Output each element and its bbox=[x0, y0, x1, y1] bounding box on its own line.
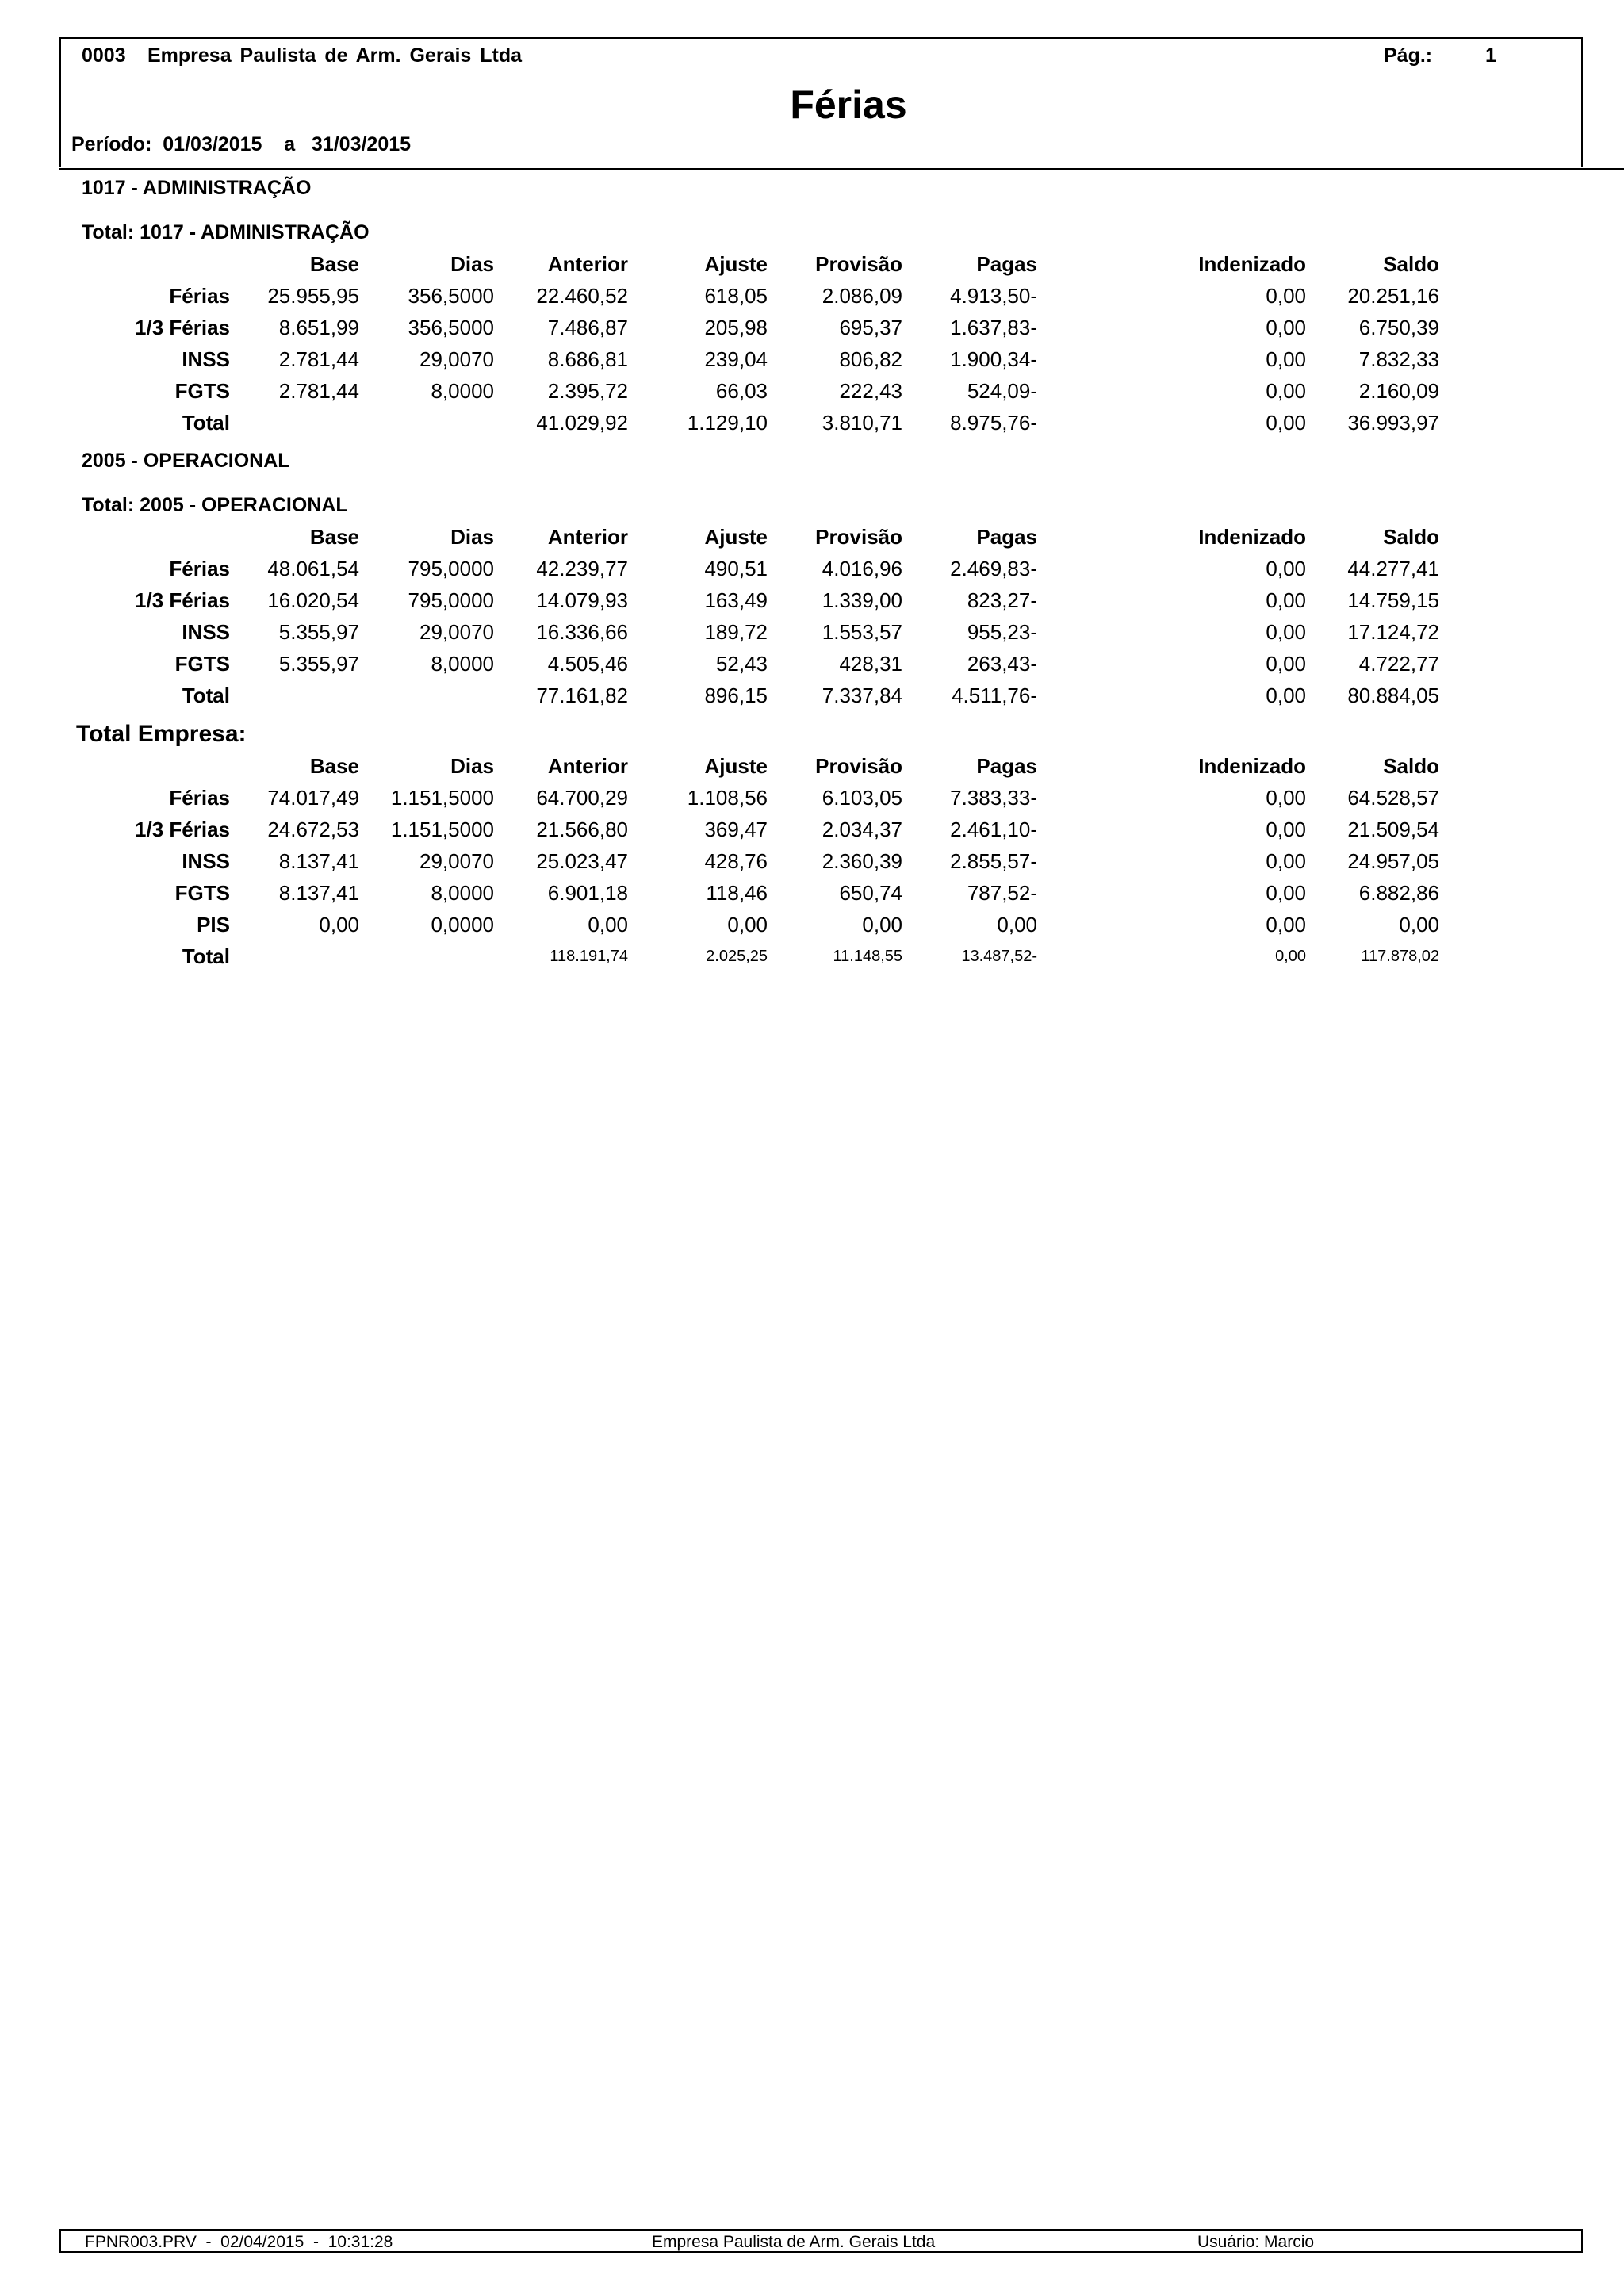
row-label: Férias bbox=[169, 557, 230, 580]
section-title: 1017 - ADMINISTRAÇÃO bbox=[82, 177, 312, 199]
table-row bbox=[0, 347, 1624, 377]
col-anterior: Anterior bbox=[547, 525, 628, 549]
cell-provisao: 428,31 bbox=[839, 652, 902, 676]
cell-saldo: 64.528,57 bbox=[1347, 786, 1439, 810]
column-header-row bbox=[0, 525, 1624, 555]
cell-base: 8.137,41 bbox=[278, 849, 359, 873]
row-label: INSS bbox=[182, 849, 230, 873]
row-label: Total bbox=[182, 944, 230, 968]
page-number: 1 bbox=[1485, 44, 1496, 67]
cell-anterior: 21.566,80 bbox=[536, 818, 628, 841]
cell-ajuste: 618,05 bbox=[704, 284, 768, 308]
cell-pagas: 524,09- bbox=[967, 379, 1037, 403]
table-row bbox=[0, 316, 1624, 346]
cell-pagas: 2.469,83- bbox=[950, 557, 1037, 580]
cell-dias: 29,0070 bbox=[419, 347, 494, 371]
cell-saldo: 7.832,33 bbox=[1358, 347, 1439, 371]
cell-saldo: 0,00 bbox=[1399, 913, 1439, 936]
table-row bbox=[0, 557, 1624, 587]
cell-pagas: 4.913,50- bbox=[950, 284, 1037, 308]
cell-provisao: 806,82 bbox=[839, 347, 902, 371]
column-header-row bbox=[0, 754, 1624, 784]
cell-provisao: 6.103,05 bbox=[822, 786, 902, 810]
cell-dias: 29,0070 bbox=[419, 620, 494, 644]
col-dias: Dias bbox=[450, 754, 494, 778]
cell-anterior: 16.336,66 bbox=[536, 620, 628, 644]
cell-provisao: 1.553,57 bbox=[822, 620, 902, 644]
col-provisao: Provisão bbox=[815, 252, 902, 276]
cell-indenizado: 0,00 bbox=[1266, 316, 1306, 339]
cell-saldo: 14.759,15 bbox=[1347, 588, 1439, 612]
row-label: PIS bbox=[197, 913, 230, 936]
table-row bbox=[0, 620, 1624, 650]
cell-anterior: 2.395,72 bbox=[547, 379, 628, 403]
col-saldo: Saldo bbox=[1383, 525, 1439, 549]
cell-base: 8.651,99 bbox=[278, 316, 359, 339]
col-saldo: Saldo bbox=[1383, 252, 1439, 276]
cell-indenizado: 0,00 bbox=[1266, 588, 1306, 612]
col-base: Base bbox=[309, 525, 359, 549]
table-row bbox=[0, 379, 1624, 409]
row-label: 1/3 Férias bbox=[135, 818, 230, 841]
report-period: Período: 01/03/2015 a 31/03/2015 bbox=[71, 133, 412, 155]
cell-dias: 795,0000 bbox=[408, 557, 494, 580]
cell-indenizado: 0,00 bbox=[1266, 652, 1306, 676]
company-name: Empresa Paulista de Arm. Gerais Ltda bbox=[147, 44, 523, 67]
cell-indenizado: 0,00 bbox=[1266, 818, 1306, 841]
cell-pagas: 2.461,10- bbox=[950, 818, 1037, 841]
cell-indenizado: 0,00 bbox=[1266, 557, 1306, 580]
cell-saldo: 17.124,72 bbox=[1347, 620, 1439, 644]
col-base: Base bbox=[309, 754, 359, 778]
cell-anterior: 64.700,29 bbox=[536, 786, 628, 810]
cell-ajuste: 118,46 bbox=[706, 881, 768, 905]
report-footer bbox=[59, 2229, 1583, 2253]
cell-provisao: 1.339,00 bbox=[822, 588, 902, 612]
cell-base: 8.137,41 bbox=[278, 881, 359, 905]
row-label: Total bbox=[182, 684, 230, 707]
cell-anterior: 0,00 bbox=[588, 913, 628, 936]
row-label: Férias bbox=[169, 786, 230, 810]
row-label: 1/3 Férias bbox=[135, 588, 230, 612]
cell-provisao: 2.034,37 bbox=[822, 818, 902, 841]
cell-base: 5.355,97 bbox=[278, 620, 359, 644]
col-ajuste: Ajuste bbox=[704, 252, 768, 276]
page-label: Pág.: bbox=[1384, 44, 1433, 67]
cell-ajuste: 205,98 bbox=[704, 316, 768, 339]
company-code: 0003 bbox=[82, 44, 126, 67]
col-pagas: Pagas bbox=[976, 252, 1037, 276]
cell-saldo: 21.509,54 bbox=[1347, 818, 1439, 841]
col-saldo: Saldo bbox=[1383, 754, 1439, 778]
col-dias: Dias bbox=[450, 525, 494, 549]
cell-ajuste: 66,03 bbox=[715, 379, 768, 403]
cell-provisao: 4.016,96 bbox=[822, 557, 902, 580]
table-row bbox=[0, 881, 1624, 911]
cell-provisao: 7.337,84 bbox=[822, 684, 902, 707]
cell-anterior: 6.901,18 bbox=[547, 881, 628, 905]
total-row bbox=[0, 684, 1624, 714]
cell-ajuste: 1.108,56 bbox=[687, 786, 768, 810]
cell-saldo: 24.957,05 bbox=[1347, 849, 1439, 873]
cell-indenizado: 0,00 bbox=[1275, 948, 1306, 965]
cell-ajuste: 0,00 bbox=[727, 913, 768, 936]
cell-provisao: 2.086,09 bbox=[822, 284, 902, 308]
cell-ajuste: 428,76 bbox=[704, 849, 768, 873]
cell-dias: 356,5000 bbox=[408, 284, 494, 308]
cell-indenizado: 0,00 bbox=[1266, 881, 1306, 905]
row-label: Férias bbox=[169, 284, 230, 308]
cell-pagas: 7.383,33- bbox=[950, 786, 1037, 810]
cell-pagas: 1.900,34- bbox=[950, 347, 1037, 371]
col-pagas: Pagas bbox=[976, 525, 1037, 549]
cell-saldo: 117.878,02 bbox=[1361, 948, 1439, 965]
cell-ajuste: 490,51 bbox=[704, 557, 768, 580]
cell-anterior: 7.486,87 bbox=[547, 316, 628, 339]
cell-pagas: 4.511,76- bbox=[952, 684, 1037, 707]
cell-saldo: 6.750,39 bbox=[1358, 316, 1439, 339]
col-anterior: Anterior bbox=[547, 252, 628, 276]
cell-dias: 1.151,5000 bbox=[390, 786, 494, 810]
cell-pagas: 955,23- bbox=[967, 620, 1037, 644]
cell-base: 48.061,54 bbox=[267, 557, 359, 580]
cell-ajuste: 2.025,25 bbox=[706, 948, 768, 965]
cell-pagas: 0,00 bbox=[997, 913, 1037, 936]
cell-base: 24.672,53 bbox=[267, 818, 359, 841]
cell-ajuste: 52,43 bbox=[715, 652, 768, 676]
cell-saldo: 44.277,41 bbox=[1347, 557, 1439, 580]
cell-ajuste: 163,49 bbox=[704, 588, 768, 612]
cell-pagas: 13.487,52- bbox=[961, 948, 1037, 965]
cell-provisao: 222,43 bbox=[839, 379, 902, 403]
col-provisao: Provisão bbox=[815, 525, 902, 549]
cell-ajuste: 369,47 bbox=[704, 818, 768, 841]
cell-anterior: 41.029,92 bbox=[536, 411, 628, 435]
table-row bbox=[0, 652, 1624, 682]
section-total-title: Total: 2005 - OPERACIONAL bbox=[82, 494, 348, 516]
cell-provisao: 11.148,55 bbox=[833, 948, 902, 965]
cell-ajuste: 1.129,10 bbox=[687, 411, 768, 435]
cell-provisao: 695,37 bbox=[839, 316, 902, 339]
cell-indenizado: 0,00 bbox=[1266, 684, 1306, 707]
total-row bbox=[0, 944, 1624, 975]
col-indenizado: Indenizado bbox=[1198, 252, 1306, 276]
section-title: 2005 - OPERACIONAL bbox=[82, 450, 290, 472]
footer-user: Usuário: Marcio bbox=[1197, 2233, 1315, 2251]
table-row bbox=[0, 786, 1624, 816]
cell-saldo: 80.884,05 bbox=[1347, 684, 1439, 707]
report-title: Férias bbox=[790, 82, 907, 127]
section-total-title: Total: 1017 - ADMINISTRAÇÃO bbox=[82, 221, 370, 243]
table-row bbox=[0, 913, 1624, 943]
row-label: INSS bbox=[182, 620, 230, 644]
cell-pagas: 263,43- bbox=[967, 652, 1037, 676]
cell-pagas: 1.637,83- bbox=[950, 316, 1037, 339]
row-label: FGTS bbox=[174, 881, 230, 905]
cell-indenizado: 0,00 bbox=[1266, 284, 1306, 308]
table-row bbox=[0, 588, 1624, 618]
col-pagas: Pagas bbox=[976, 754, 1037, 778]
cell-provisao: 2.360,39 bbox=[822, 849, 902, 873]
cell-anterior: 42.239,77 bbox=[536, 557, 628, 580]
cell-ajuste: 896,15 bbox=[704, 684, 768, 707]
cell-base: 2.781,44 bbox=[278, 379, 359, 403]
cell-anterior: 118.191,74 bbox=[550, 948, 628, 965]
cell-base: 74.017,49 bbox=[267, 786, 359, 810]
table-row bbox=[0, 849, 1624, 879]
cell-dias: 8,0000 bbox=[431, 379, 494, 403]
cell-dias: 8,0000 bbox=[431, 652, 494, 676]
footer-company: Empresa Paulista de Arm. Gerais Ltda bbox=[652, 2233, 936, 2251]
cell-indenizado: 0,00 bbox=[1266, 913, 1306, 936]
header-divider bbox=[59, 168, 1624, 170]
table-row bbox=[0, 284, 1624, 314]
cell-dias: 795,0000 bbox=[408, 588, 494, 612]
col-ajuste: Ajuste bbox=[704, 525, 768, 549]
cell-base: 2.781,44 bbox=[278, 347, 359, 371]
cell-pagas: 823,27- bbox=[967, 588, 1037, 612]
cell-saldo: 20.251,16 bbox=[1347, 284, 1439, 308]
table-row bbox=[0, 818, 1624, 848]
col-anterior: Anterior bbox=[547, 754, 628, 778]
cell-anterior: 14.079,93 bbox=[536, 588, 628, 612]
cell-dias: 8,0000 bbox=[431, 881, 494, 905]
cell-provisao: 650,74 bbox=[839, 881, 902, 905]
cell-provisao: 0,00 bbox=[862, 913, 902, 936]
cell-indenizado: 0,00 bbox=[1266, 411, 1306, 435]
row-label: Total bbox=[182, 411, 230, 435]
cell-pagas: 787,52- bbox=[967, 881, 1037, 905]
col-dias: Dias bbox=[450, 252, 494, 276]
cell-pagas: 2.855,57- bbox=[950, 849, 1037, 873]
col-ajuste: Ajuste bbox=[704, 754, 768, 778]
row-label: INSS bbox=[182, 347, 230, 371]
cell-anterior: 22.460,52 bbox=[536, 284, 628, 308]
row-label: FGTS bbox=[174, 379, 230, 403]
cell-base: 5.355,97 bbox=[278, 652, 359, 676]
col-indenizado: Indenizado bbox=[1198, 754, 1306, 778]
row-label: 1/3 Férias bbox=[135, 316, 230, 339]
cell-base: 25.955,95 bbox=[267, 284, 359, 308]
cell-indenizado: 0,00 bbox=[1266, 786, 1306, 810]
total-row bbox=[0, 411, 1624, 441]
cell-ajuste: 189,72 bbox=[704, 620, 768, 644]
cell-dias: 29,0070 bbox=[419, 849, 494, 873]
cell-saldo: 2.160,09 bbox=[1358, 379, 1439, 403]
cell-anterior: 25.023,47 bbox=[536, 849, 628, 873]
column-header-row bbox=[0, 252, 1624, 282]
cell-base: 16.020,54 bbox=[267, 588, 359, 612]
footer-program-info: FPNR003.PRV - 02/04/2015 - 10:31:28 bbox=[85, 2233, 393, 2251]
company-total-title: Total Empresa: bbox=[76, 721, 247, 747]
cell-dias: 1.151,5000 bbox=[390, 818, 494, 841]
cell-base: 0,00 bbox=[319, 913, 359, 936]
cell-saldo: 4.722,77 bbox=[1358, 652, 1439, 676]
cell-anterior: 4.505,46 bbox=[547, 652, 628, 676]
col-indenizado: Indenizado bbox=[1198, 525, 1306, 549]
cell-indenizado: 0,00 bbox=[1266, 379, 1306, 403]
col-base: Base bbox=[309, 252, 359, 276]
cell-indenizado: 0,00 bbox=[1266, 849, 1306, 873]
cell-indenizado: 0,00 bbox=[1266, 620, 1306, 644]
cell-anterior: 77.161,82 bbox=[536, 684, 628, 707]
cell-pagas: 8.975,76- bbox=[950, 411, 1037, 435]
col-provisao: Provisão bbox=[815, 754, 902, 778]
cell-ajuste: 239,04 bbox=[704, 347, 768, 371]
cell-saldo: 36.993,97 bbox=[1347, 411, 1439, 435]
cell-indenizado: 0,00 bbox=[1266, 347, 1306, 371]
cell-dias: 0,0000 bbox=[431, 913, 494, 936]
row-label: FGTS bbox=[174, 652, 230, 676]
cell-dias: 356,5000 bbox=[408, 316, 494, 339]
cell-provisao: 3.810,71 bbox=[822, 411, 902, 435]
cell-saldo: 6.882,86 bbox=[1358, 881, 1439, 905]
cell-anterior: 8.686,81 bbox=[547, 347, 628, 371]
